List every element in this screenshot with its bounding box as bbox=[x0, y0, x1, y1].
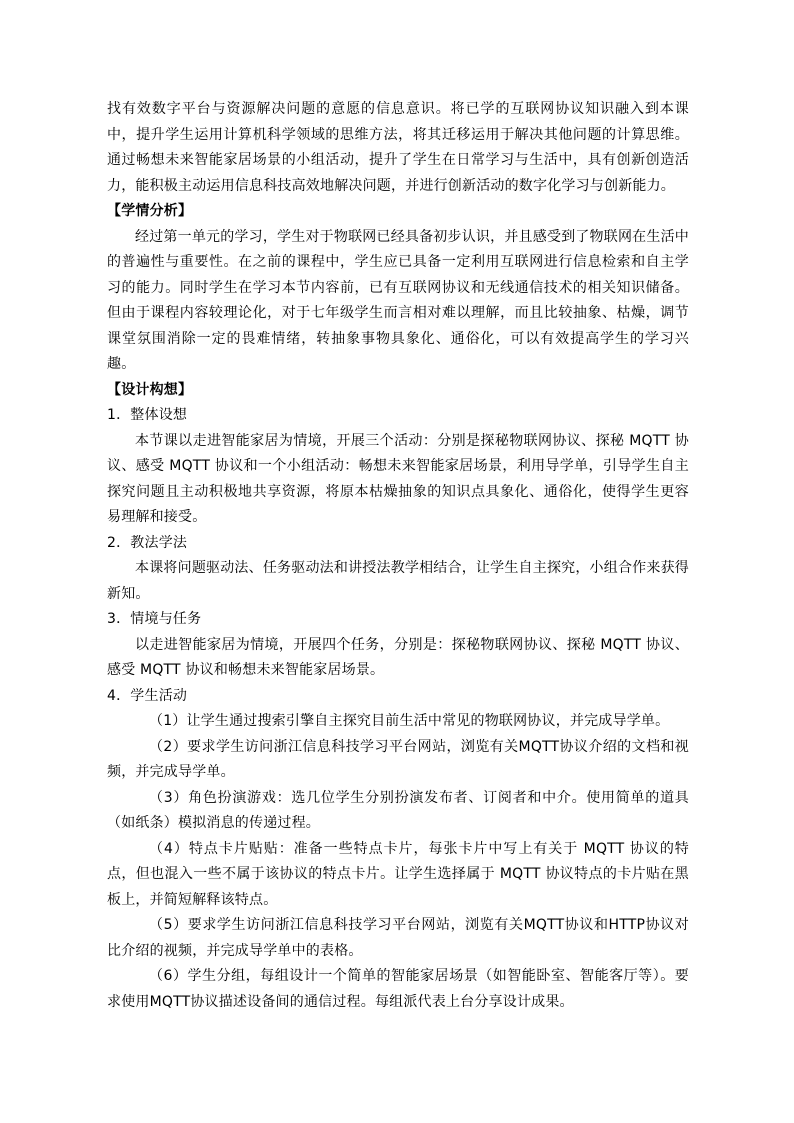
document-page bbox=[107, 97, 689, 1015]
activity-item: （5）要求学生访问浙江信息科技学习平台网站，浏览有关MQTT协议和HTTP协议对比介绍的视频，并完成导学单中的表格。 bbox=[107, 917, 689, 959]
activity-item: （3）角色扮演游戏：选几位学生分别扮演发布者、订阅者和中介。使用简单的道具（如纸条）模拟消息的传递过程。 bbox=[107, 789, 689, 831]
section-title-activities: 4．学生活动 bbox=[107, 687, 188, 704]
section-title-methods: 2．教法学法 bbox=[107, 534, 188, 551]
intro-paragraph: 找有效数字平台与资源解决问题的意愿的信息意识。将已学的互联网协议知识融入到本课中，提升学生运用计算机科学领域的思维方法，将其迁移运用于解决其他问题的计算思维。通过畅想未来智能家居场景的小组活动，提升了学生在日常学习与生活中，具有创新创造活力，能积极主动运用信息科技高效地解决问题，并进行创新活动的数字化学习与创新能力。 bbox=[107, 101, 689, 194]
activity-item: （1）让学生通过搜索引擎自主探究目前生活中常见的物联网协议，并完成导学单。 bbox=[149, 713, 670, 729]
section-title-overall: 1．整体设想 bbox=[107, 407, 188, 423]
design-heading: 【设计构想】 bbox=[107, 381, 193, 398]
activity-item: （6）学生分组，每组设计一个简单的智能家居场景（如智能卧室、智能客厅等）。要求使用MQTT协议描述设备间的通信过程。每组派代表上台分享设计成果。 bbox=[107, 968, 689, 1010]
section-text-scenario: 以走进智能家居为情境，开展四个任务，分别是：探秘物联网协议、探秘 MQTT 协议、感受 MQTT 协议和畅想未来智能家居场景。 bbox=[107, 636, 689, 678]
section-text-methods: 本课将问题驱动法、任务驱动法和讲授法教学相结合，让学生自主探究，小组合作来获得新知。 bbox=[107, 560, 689, 602]
section-title-scenario: 3．情境与任务 bbox=[107, 611, 202, 627]
learning-analysis-heading: 【学情分析】 bbox=[107, 203, 193, 219]
learning-analysis-paragraph: 经过第一单元的学习，学生对于物联网已经具备初步认识，并且感受到了物联网在生活中的普遍性与重要性。在之前的课程中，学生应已具备一定利用互联网进行信息检索和自主学习的能力。同时学生在学习本节内容前，已有互联网协议和无线通信技术的相关知识储备。但由于课程内容较理论化，对于七年级学生而言相对难以理解，而且比较抽象、枯燥，调节课堂氛围消除一定的畏难情绪，转抽象事物具象化、通俗化，可以有效提高学生的学习兴趣。 bbox=[107, 228, 689, 372]
activity-item: （4）特点卡片贴贴：准备一些特点卡片，每张卡片中写上有关于 MQTT 协议的特点，但也混入一些不属于该协议的特点卡片。让学生选择属于 MQTT 协议特点的卡片贴在黑板上，并简短解释该特点。 bbox=[107, 840, 689, 908]
activity-item: （2）要求学生访问浙江信息科技学习平台网站，浏览有关MQTT协议介绍的文档和视频，并完成导学单。 bbox=[107, 738, 689, 780]
section-text-overall: 本节课以走进智能家居为情境，开展三个活动：分别是探秘物联网协议、探秘 MQTT 协议、感受 MQTT 协议和一个小组活动：畅想未来智能家居场景，利用导学单，引导学生自主探究问题且主动积极地共享资源，将原本枯燥抽象的知识点具象化、通俗化，使得学生更容易理解和接受。 bbox=[107, 432, 689, 525]
